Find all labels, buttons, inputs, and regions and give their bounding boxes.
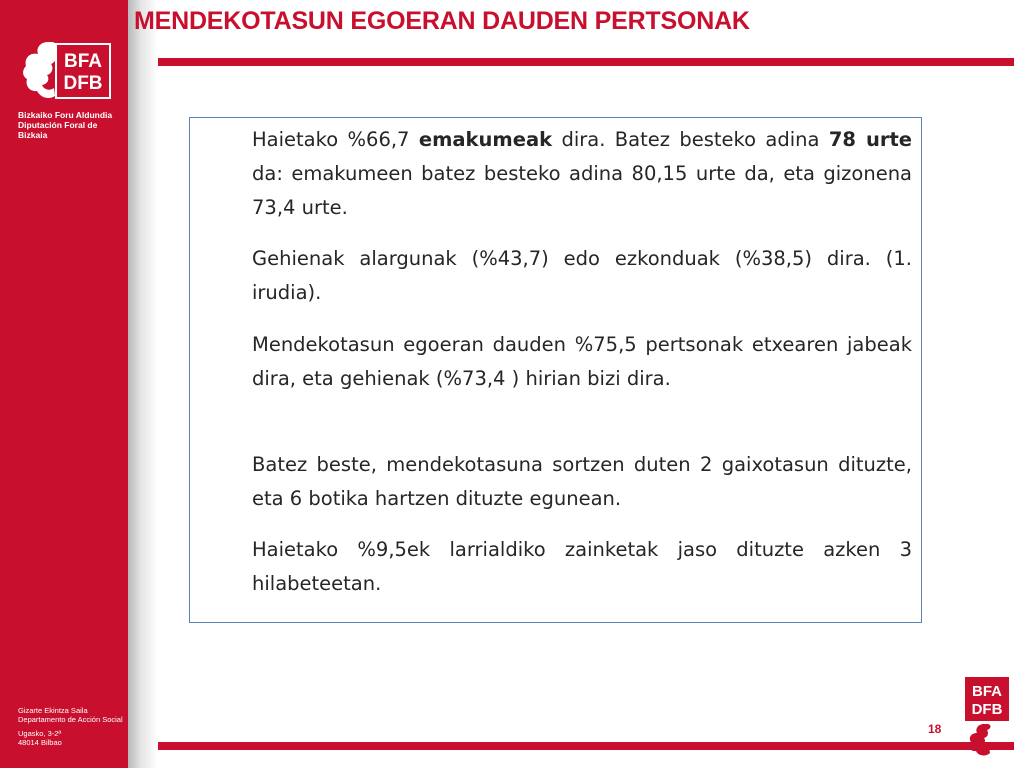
footer-bfa-dfb-logo (962, 676, 1012, 758)
org-name-es: Diputación Foral de Bizkaia (18, 120, 98, 140)
org-name (18, 110, 126, 140)
p1-text-a: Haietako %66,7 (252, 128, 419, 151)
paragraph-home-ownership: Mendekotasun egoeran dauden %75,5 pertsonak etxearen jabeak dira, eta gehienak (%73,4 ) hirian bizi dira. (252, 333, 912, 390)
footer-logo-text-2: DFB (971, 701, 1003, 718)
address-street: Ugasko, 3-2ª (18, 729, 62, 738)
footer-logo-emblem (969, 724, 990, 755)
logo-text-2: DFB (63, 73, 103, 94)
p1-bold-age: 78 urte (828, 128, 913, 151)
org-name-eu: Bizkaiko Foru Aldundia (18, 110, 113, 120)
department-es: Departamento de Acción Social (18, 715, 123, 724)
department (18, 706, 126, 724)
bfa-dfb-logo (18, 36, 114, 108)
p1-bold-women: emakumeak (418, 128, 553, 151)
paragraph-marital-status: Gehienak alargunak (%43,7) edo ezkonduak (%38,5) dira. (1. irudia). (252, 247, 912, 304)
sidebar (0, 0, 128, 768)
page-number: 18 (928, 722, 942, 736)
footer-divider (158, 742, 1014, 750)
slide-title: MENDEKOTASUN EGOERAN DAUDEN PERTSONAK (134, 7, 750, 35)
paragraph-emergency-care: Haietako %9,5ek larrialdiko zainketak jaso dituzte azken 3 hilabeteetan. (252, 538, 912, 595)
address (18, 729, 126, 747)
p1-text-e: da: emakumeen batez besteko adina 80,15 urte da, eta gizonena 73,4 urte. (252, 162, 912, 219)
logo-text-1: BFA (64, 51, 102, 72)
logo-emblem (23, 42, 57, 98)
p1-text-c: dira. Batez besteko adina (552, 128, 829, 151)
paragraph-illness-medication: Batez beste, mendekotasuna sortzen duten 2 gaixotasun dituzte, eta 6 botika hartzen dituzte egunean. (252, 453, 912, 510)
sidebar-shadow (128, 0, 158, 768)
title-divider (158, 58, 1014, 66)
department-eu: Gizarte Ekintza Saila (18, 706, 88, 715)
content-box (189, 117, 922, 623)
footer-logo-text-1: BFA (972, 683, 1002, 700)
address-city: 48014 Bilbao (18, 738, 62, 747)
paragraph-women-age (252, 123, 912, 225)
